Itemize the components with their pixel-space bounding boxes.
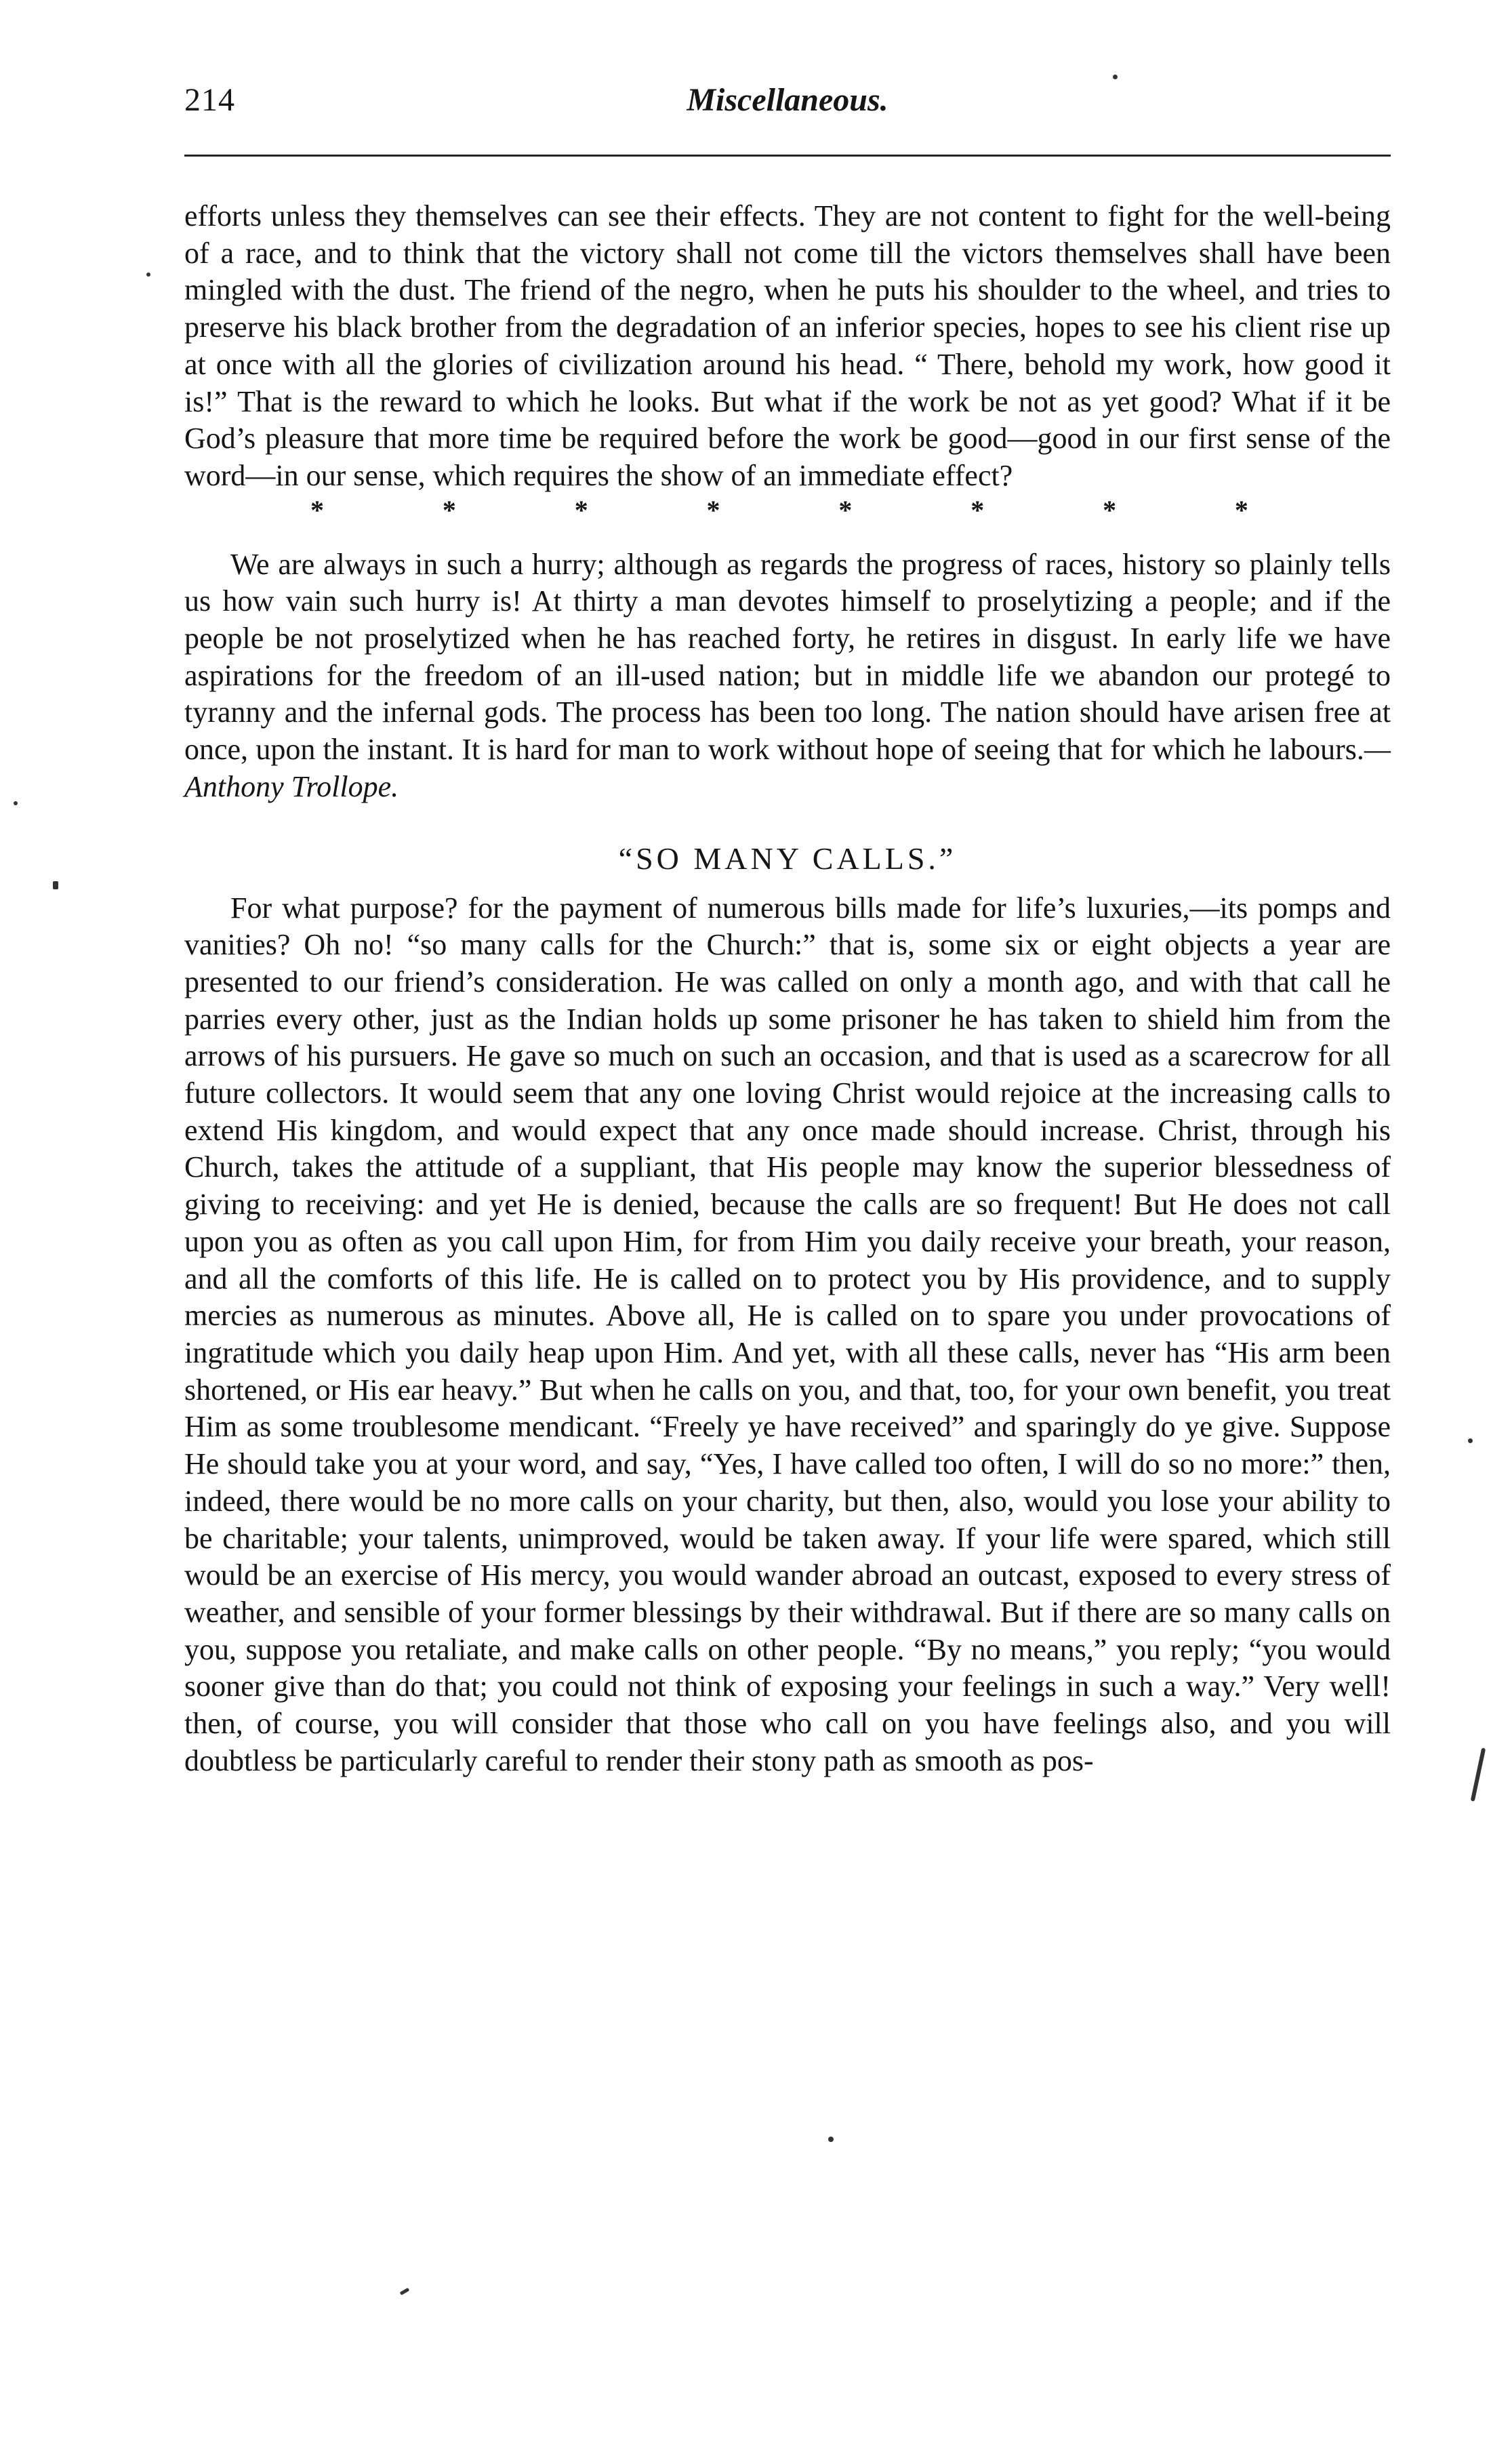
margin-speck <box>1471 1747 1486 1801</box>
asterisk: * <box>574 494 588 525</box>
attribution: —Anthony Trollope. <box>184 733 1391 803</box>
section-break <box>184 492 1391 529</box>
asterisk: * <box>706 494 720 525</box>
margin-speck <box>400 2288 410 2295</box>
page-body <box>184 198 1391 1779</box>
margin-speck <box>1468 1438 1473 1443</box>
asterisk: * <box>1103 494 1117 525</box>
margin-speck <box>53 881 58 889</box>
asterisk: * <box>1234 494 1248 525</box>
margin-speck <box>1113 75 1118 79</box>
margin-speck <box>146 272 150 277</box>
article2-paragraph-1: For what purpose? for the payment of numerous bills made for life’s luxuries,—its pomps and vanities? Oh no! “so many calls for the Church:” that is, some six or eight objects a year are presented to our friend’s consideration. He was called on only a month ago, and with that call he parries every other, just as the Indian holds up some prisoner he has taken to shield him from the arrows of his pursuers. He gave so much on such an occasion, and that is used as a scarecrow for all future collectors. It would seem that any one loving Christ would rejoice at the increasing calls to extend His kingdom, and would expect that any once made should increase. Christ, through his Church, takes the attitude of a suppliant, that His people may know the superior blessedness of giving to receiving: and yet He is denied, because the calls are so frequent! But He does not call upon you as often as you call upon Him, for from Him you daily receive your breath, your reason, and all the comforts of this life. He is called on to protect you by His providence, and to supply mercies as numerous as minutes. Above all, He is called on to spare you under provocations of ingratitude which you daily heap upon Him. And yet, with all these calls, never has “His arm been shortened, or His ear heavy.” But when he calls on you, and that, too, for your own benefit, you treat Him as some troublesome mendicant. “Freely ye have received” and sparingly do ye give. Suppose He should take you at your word, and say, “Yes, I have called too often, I will do so no more:” then, indeed, there would be no more calls on your charity, but then, also, would you lose your ability to be charitable; your talents, unimproved, would be taken away. If your life were spared, which still would be an exercise of His mercy, you would wander abroad an outcast, exposed to every stress of weather, and sensible of your former blessings by their withdrawal. But if there are so many calls on you, suppose you retaliate, and make calls on other people. “By no means,” you reply; “you would sooner give than do that; you could not think of exposing your feelings in such a way.” Very well! then, of course, you will consider that those who call on you have feelings also, and you will doubtless be particularly careful to render their stony path as smooth as pos- <box>184 891 1391 1777</box>
header-rule <box>184 155 1391 157</box>
asterisk: * <box>970 494 985 525</box>
article1-paragraph-2 <box>184 546 1391 806</box>
page-number: 214 <box>184 82 235 118</box>
margin-speck <box>14 801 18 805</box>
asterisk: * <box>442 494 456 525</box>
article-title: “SO MANY CALLS.” <box>618 841 957 876</box>
article1-paragraph-1: efforts unless they themselves can see their effects. They are not content to fight for the well-being of a race, and to think that the victory shall not come till the victors themselves shall have been mingled with the dust. The friend of the negro, when he puts his shoulder to the wheel, and tries to preserve his black brother from the degradation of an inferior species, hopes to see his client rise up at once with all the glories of civilization around his head. “ There, behold my work, how good it is!” That is the reward to which he looks. But what if the work be not as yet good? What if it be God’s pleasure that more time be required before the work be good—good in our first sense of the word—in our sense, which requires the show of an immediate effect? <box>184 199 1391 492</box>
article1-paragraph-2-text: We are always in such a hurry; although as regards the progress of races, history so plainly tells us how vain such hurry is! At thirty a man devotes himself to proselytizing a people; and if the people be not proselytized when he has reached forty, he retires in disgust. In early life we have aspirations for the freedom of an ill-used nation; but in middle life we abandon our protegé to tyranny and the infernal gods. The process has been too long. The nation should have arisen free at once, upon the instant. It is hard for man to work without hope of seeing that for which he labours. <box>184 547 1391 767</box>
asterisk: * <box>838 494 853 525</box>
margin-speck <box>828 2137 834 2142</box>
asterisk: * <box>310 494 324 525</box>
page-header <box>184 81 1391 136</box>
running-title: Miscellaneous. <box>687 82 888 118</box>
